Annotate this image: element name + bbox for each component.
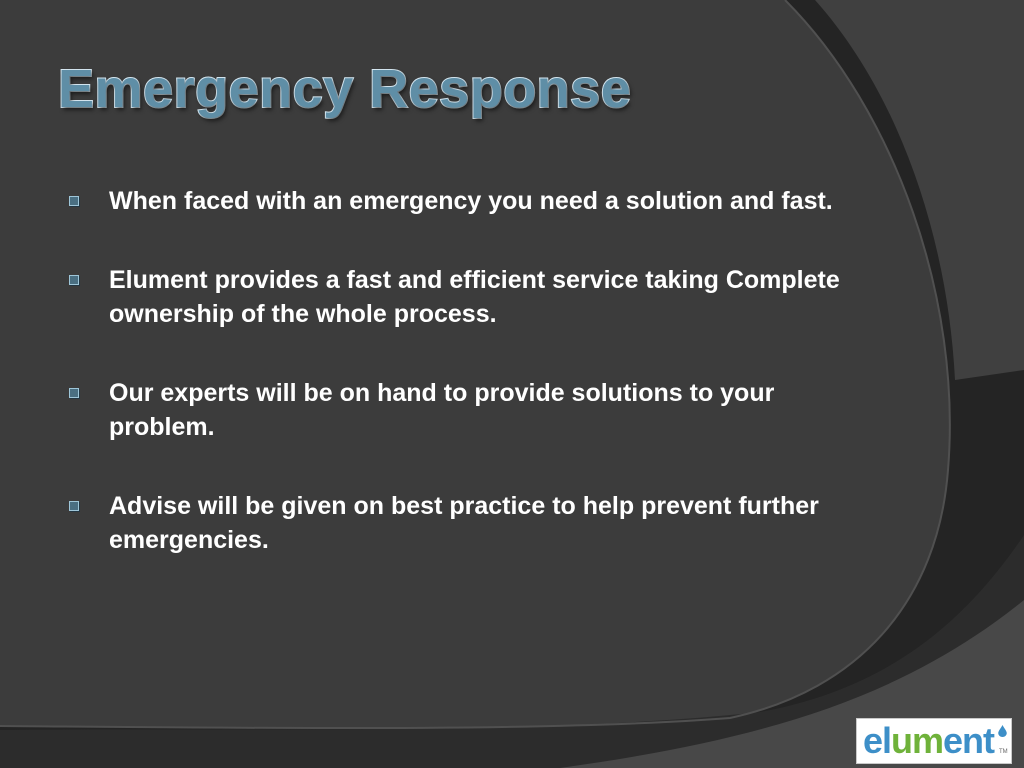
bullet-text: When faced with an emergency you need a solution and fast. xyxy=(109,187,833,215)
trademark-mark: TM xyxy=(999,749,1008,755)
bullet-item xyxy=(66,184,886,218)
square-bullet-icon xyxy=(69,501,79,511)
slide-title: Emergency Response xyxy=(58,59,632,119)
bullet-item xyxy=(66,376,886,444)
bullet-text: Advise will be given on best practice to help prevent further emergencies. xyxy=(109,492,819,554)
square-bullet-icon xyxy=(69,388,79,398)
bullet-list xyxy=(66,184,886,602)
square-bullet-icon xyxy=(69,275,79,285)
bullet-item xyxy=(66,489,886,557)
square-bullet-icon xyxy=(69,196,79,206)
logo-wordmark: elument xyxy=(863,720,995,761)
bullet-text: Elument provides a fast and efficient service taking Complete ownership of the whole process. xyxy=(109,266,840,328)
bullet-text: Our experts will be on hand to provide solutions to your problem. xyxy=(109,379,775,441)
water-drop-icon xyxy=(998,725,1007,737)
elument-logo xyxy=(856,718,1012,764)
bullet-item xyxy=(66,263,886,331)
